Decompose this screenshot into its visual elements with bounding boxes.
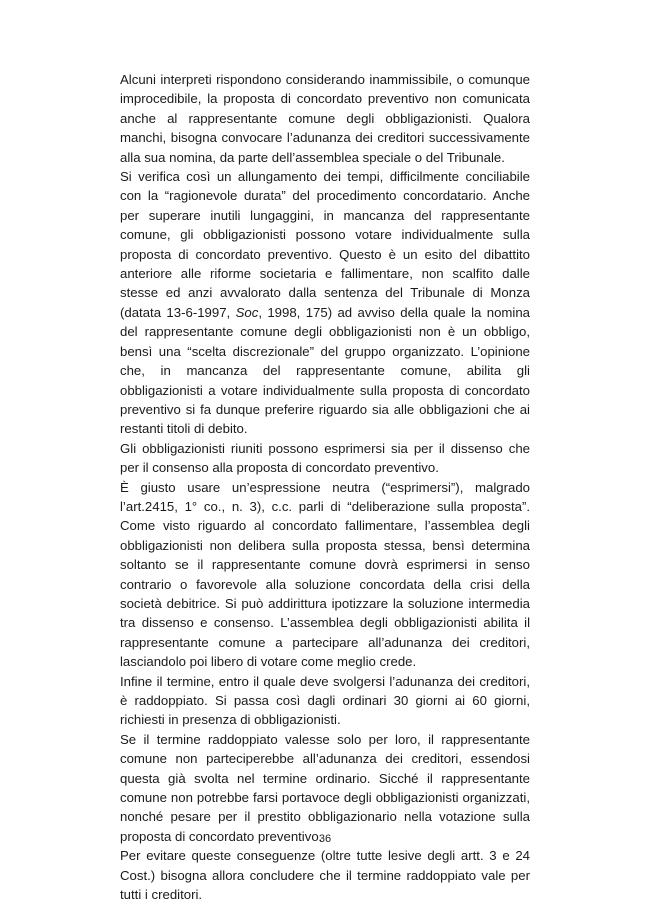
paragraph-2-head: Si verifica così un allungamento dei tempi, difficilmente conciliabile con la “ragionevole durata” del procedimento concordatario. Anche per superare inutili lungaggini, in mancanza del rappresentante comune, gli obbligazionisti possono votare individualmente sulla proposta di concordato preventivo. Questo è un esito del dibattito anteriore alle riforme societaria e fallimentare, non scalfito dalle stesse ed anzi avvalorato dalla sentenza del Tribunale di Monza (datata 13-6-1997, — [120, 169, 530, 320]
page-number: 36 — [318, 833, 332, 845]
paragraph-6: Se il termine raddoppiato valesse solo per loro, il rappresentante comune non parteciperebbe all’adunanza dei creditori, essendosi questa già svolta nel termine ordinario. Sicché il rappresentante comune non potrebbe farsi portavoce degli obbligazionisti organizzati, nonché pesare per il prestito obbligazionario nella votazione sulla proposta di concordato preventivo. — [120, 731, 530, 844]
paragraph-3: Gli obbligazionisti riuniti possono esprimersi sia per il dissenso che per il consenso alla proposta di concordato preventivo. — [120, 440, 530, 476]
journal-citation: Soc — [235, 304, 259, 320]
paragraph-2 — [120, 167, 530, 439]
paragraph-2-tail: , 1998, 175) ad avviso della quale la nomina del rappresentante comune degli obbligazionisti non è un obbligo, bensì una “scelta discrezionale” del gruppo organizzato. L’opinione che, in mancanza del rappresentante comune, abilita gli obbligazionisti a votare individualmente sulla proposta di concordato preventivo si fa dunque preferire riguardo sia alle obbligazioni che ai restanti titoli di debito. — [120, 304, 530, 437]
paragraph-7: Per evitare queste conseguenze (oltre tutte lesive degli artt. 3 e 24 Cost.) bisogna allora concludere che il termine raddoppiato vale per tutti i creditori. — [120, 848, 530, 903]
paragraph-4: È giusto usare un’espressione neutra (“esprimersi”), malgrado l’art.2415, 1° co., n. 3), c.c. parli di “deliberazione sulla proposta”. Come visto riguardo al concordato fallimentare, l’assemblea degli obbligazionisti non delibera sulla proposta stessa, bensì determina soltanto se il rappresentante comune dovrà esprimersi in senso contrario o favorevole alla soluzione concordata della crisi della società debitrice. Si può addirittura ipotizzare la soluzione intermedia tra dissenso e consenso. L’assemblea degli obbligazionisti abilita il rappresentante comune a partecipare all’adunanza dei creditori, lasciandolo poi libero di votare come meglio crede. — [120, 479, 530, 670]
paragraph-1: Alcuni interpreti rispondono considerando inammissibile, o comunque improcedibile, la proposta di concordato preventivo non comunicata anche al rappresentante comune degli obbligazionisti. Qualora manchi, bisogna convocare l’adunanza dei creditori successivamente alla sua nomina, da parte dell’assemblea speciale o del Tribunale. — [120, 72, 530, 165]
paragraph-5: Infine il termine, entro il quale deve svolgersi l’adunanza dei creditori, è raddoppiato. Si passa così dagli ordinari 30 giorni ai 60 giorni, richiesti in presenza di obbligazionisti. — [120, 673, 530, 728]
document-body — [120, 70, 530, 904]
